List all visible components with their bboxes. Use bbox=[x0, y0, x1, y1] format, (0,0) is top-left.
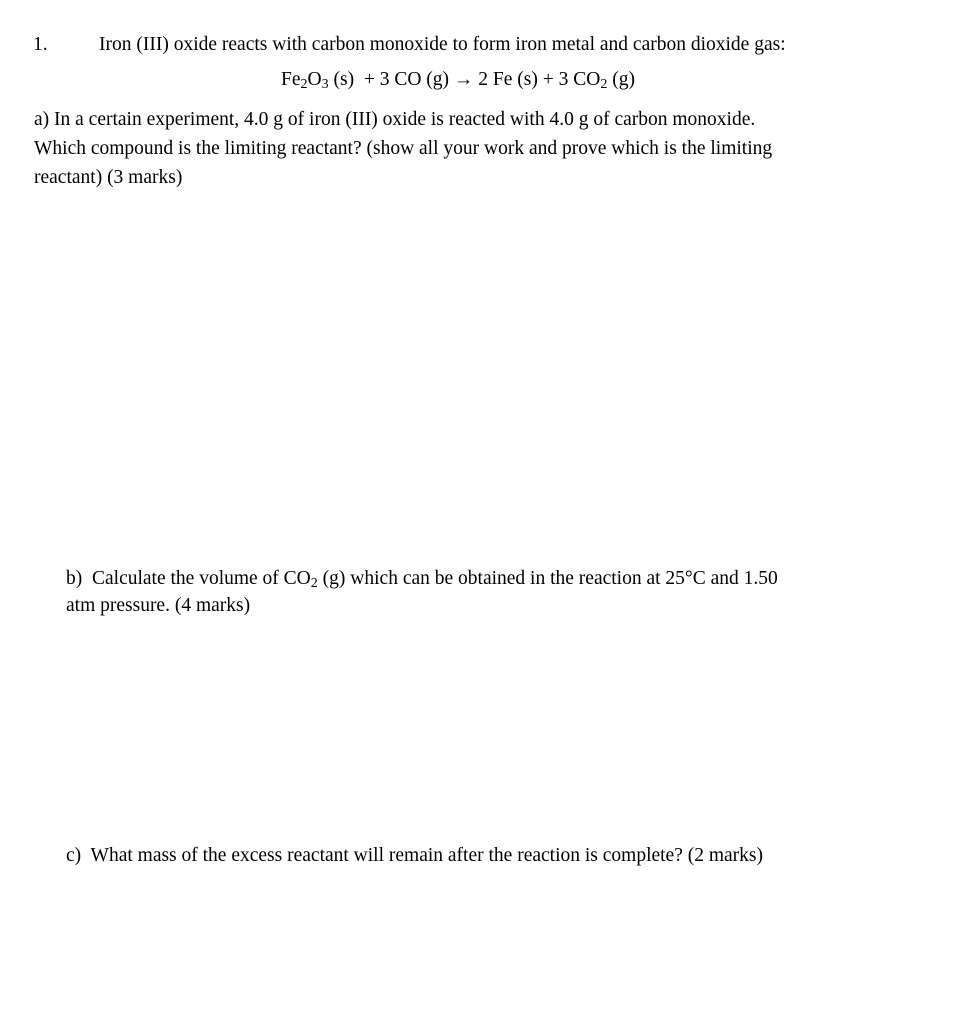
part-b-line-1-prefix: b) Calculate the volume of CO bbox=[66, 568, 311, 589]
part-a-line-2: Which compound is the limiting reactant? (show all your work and prove which is the limiting bbox=[34, 138, 773, 159]
equation-co2-subscript: 2 bbox=[600, 76, 608, 93]
chemical-equation bbox=[0, 65, 916, 94]
part-a-question bbox=[34, 105, 772, 192]
part-b-line-1 bbox=[66, 565, 778, 592]
part-b-co2-subscript: 2 bbox=[310, 575, 318, 592]
equation-o: O bbox=[307, 69, 322, 90]
equation-fe: Fe bbox=[281, 69, 301, 90]
question-number: 1. bbox=[33, 34, 48, 55]
equation-products: 2 Fe (s) + 3 CO bbox=[473, 69, 601, 90]
equation-fe-subscript: 2 bbox=[300, 76, 308, 93]
part-b-line-2: atm pressure. (4 marks) bbox=[66, 595, 251, 616]
part-c-question: c) What mass of the excess reactant will remain after the reaction is complete? (2 marks) bbox=[66, 845, 764, 866]
equation-reactant-states: (s) + 3 CO (g) bbox=[328, 69, 454, 90]
part-a-line-1: a) In a certain experiment, 4.0 g of iron (III) oxide is reacted with 4.0 g of carbon monoxide. bbox=[34, 109, 756, 130]
question-intro: Iron (III) oxide reacts with carbon monoxide to form iron metal and carbon dioxide gas: bbox=[99, 34, 786, 55]
part-b-line-1-suffix: (g) which can be obtained in the reaction at 25°C and 1.50 bbox=[317, 568, 778, 589]
part-b-question bbox=[66, 565, 778, 619]
reaction-arrow-icon: → bbox=[453, 69, 474, 90]
equation-product-state: (g) bbox=[607, 69, 635, 90]
part-a-line-3: reactant) (3 marks) bbox=[34, 167, 183, 188]
equation-o-subscript: 3 bbox=[321, 76, 329, 93]
